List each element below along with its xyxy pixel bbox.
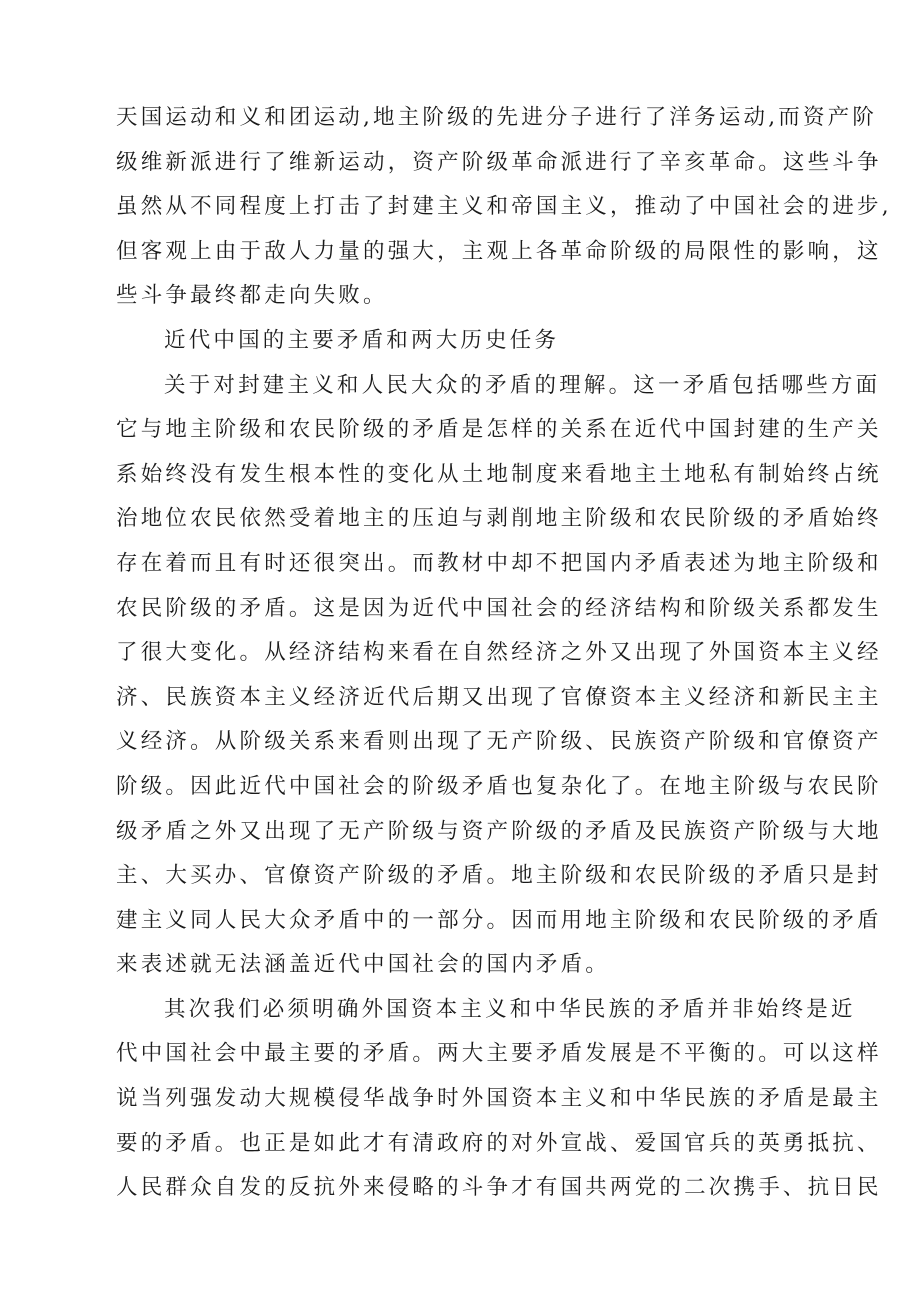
text-line: 系始终没有发生根本性的变化从土地制度来看地主土地私有制始终占统 (116, 461, 882, 487)
text-line: 要的矛盾。也正是如此才有清政府的对外宣战、爱国官兵的英勇抵抗、 (116, 1130, 882, 1156)
text-line: 它与地主阶级和农民阶级的矛盾是怎样的关系在近代中国封建的生产关 (116, 417, 882, 443)
text-line: 些斗争最终都走向失败。 (116, 283, 388, 309)
text-line: 人民群众自发的反抗外来侵略的斗争才有国共两党的二次携手、抗日民 (116, 1175, 882, 1201)
text-line: 济、民族资本主义经济近代后期又出现了官僚资本主义经济和新民主主 (116, 684, 882, 710)
text-line: 建主义同人民大众矛盾中的一部分。因而用地主阶级和农民阶级的矛盾 (116, 907, 882, 933)
text-line: 其次我们必须明确外国资本主义和中华民族的矛盾并非始终是近 (164, 996, 856, 1022)
text-line: 级维新派进行了维新运动，资产阶级革命派进行了辛亥革命。这些斗争 (116, 149, 882, 175)
text-line: 代中国社会中最主要的矛盾。两大主要矛盾发展是不平衡的。可以这样 (116, 1041, 882, 1067)
text-line: 主、大买办、官僚资产阶级的矛盾。地主阶级和农民阶级的矛盾只是封 (116, 863, 882, 889)
document-body (116, 96, 892, 1211)
text-line: 说当列强发动大规模侵华战争时外国资本主义和中华民族的矛盾是最主 (116, 1086, 882, 1112)
text-line: 义经济。从阶级关系来看则出现了无产阶级、民族资产阶级和官僚资产 (116, 729, 882, 755)
text-line: 来表述就无法涵盖近代中国社会的国内矛盾。 (116, 952, 611, 978)
text-line: 天国运动和义和团运动,地主阶级的先进分子进行了洋务运动,而资产阶 (116, 105, 878, 130)
text-line: 农民阶级的矛盾。这是因为近代中国社会的经济结构和阶级关系都发生 (116, 595, 882, 621)
text-line: 近代中国的主要矛盾和两大历史任务 (164, 327, 560, 353)
text-line: 存在着而且有时还很突出。而教材中却不把国内矛盾表述为地主阶级和 (116, 550, 882, 576)
text-line: 关于对封建主义和人民大众的矛盾的理解。这一矛盾包括哪些方面 (164, 372, 881, 398)
text-line: 级矛盾之外又出现了无产阶级与资产阶级的矛盾及民族资产阶级与大地 (116, 818, 882, 844)
text-line: 治地位农民依然受着地主的压迫与剥削地主阶级和农民阶级的矛盾始终 (116, 506, 882, 532)
text-line: 虽然从不同程度上打击了封建主义和帝国主义，推动了中国社会的进步, (116, 194, 892, 220)
text-line: 但客观上由于敌人力量的强大，主观上各革命阶级的局限性的影响，这 (116, 238, 882, 264)
text-line: 了很大变化。从经济结构来看在自然经济之外又出现了外国资本主义经 (116, 640, 882, 666)
text-line: 阶级。因此近代中国社会的阶级矛盾也复杂化了。在地主阶级与农民阶 (116, 773, 882, 799)
